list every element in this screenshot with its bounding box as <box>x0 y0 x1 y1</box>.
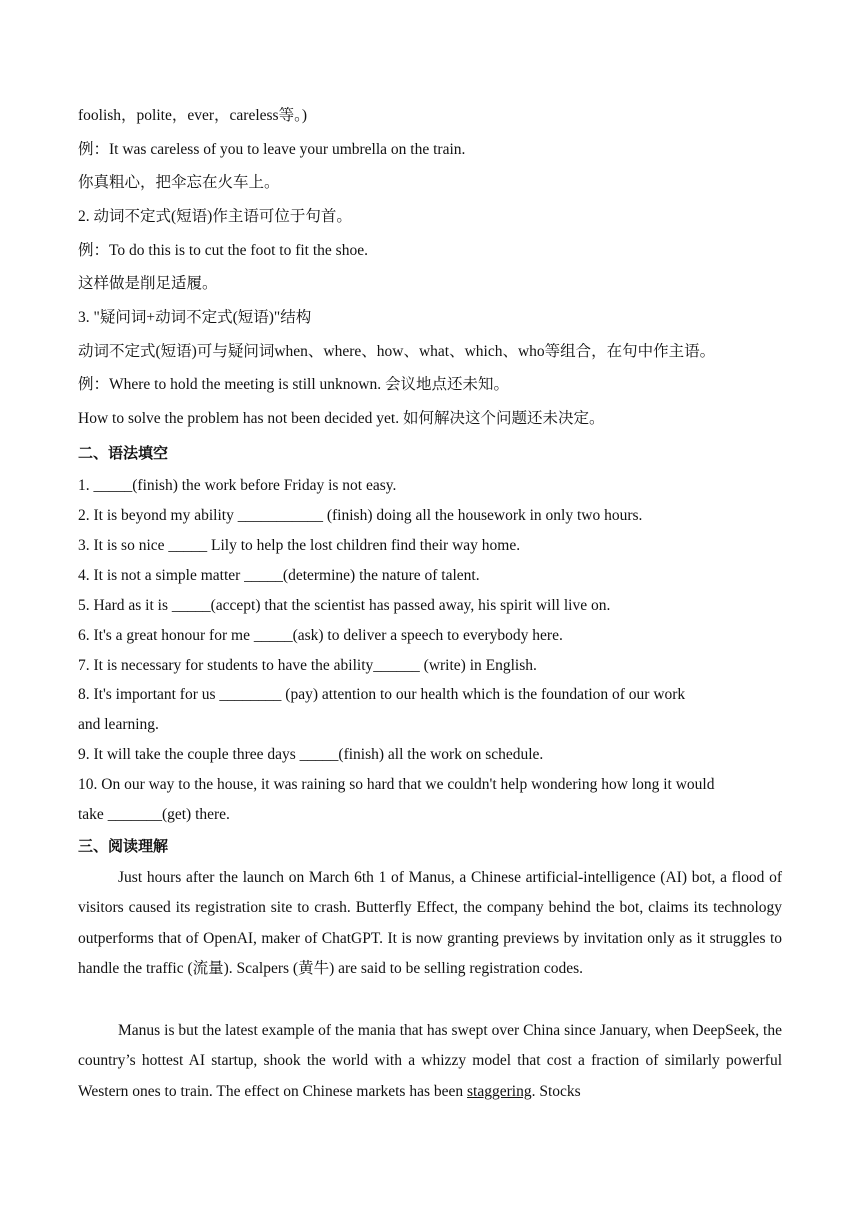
theory-line: How to solve the problem has not been decided yet. 如何解决这个问题还未决定。 <box>78 410 605 427</box>
theory-line: 3. "疑问词+动词不定式(短语)"结构 <box>78 309 312 326</box>
theory-line: 例：To do this is to cut the foot to fit the shoe. <box>78 242 368 259</box>
exercise-item-continuation: take _______(get) there. <box>78 806 230 823</box>
theory-line: 你真粗心，把伞忘在火车上。 <box>78 174 280 191</box>
exercise-item: 10. On our way to the house, it was raining so hard that we couldn't help wondering how long it would <box>78 776 715 793</box>
theory-line: 例：Where to hold the meeting is still unknown. 会议地点还未知。 <box>78 376 509 393</box>
underlined-word: staggering <box>467 1082 532 1100</box>
exercise-item: 6. It's a great honour for me _____(ask) to deliver a speech to everybody here. <box>78 627 563 644</box>
section-heading-grammar: 二、语法填空 <box>78 444 169 462</box>
exercise-item: 8. It's important for us ________ (pay) attention to our health which is the foundation of our work <box>78 686 686 703</box>
exercise-item: 7. It is necessary for students to have the ability______ (write) in English. <box>78 657 537 674</box>
exercise-item: 9. It will take the couple three days _____(finish) all the work on schedule. <box>78 746 544 763</box>
exercise-item-continuation: and learning. <box>78 716 159 733</box>
theory-line: 动词不定式(短语)可与疑问词when、where、how、what、which、who等组合，在句中作主语。 <box>78 343 716 360</box>
theory-line: 这样做是削足适履。 <box>78 275 218 292</box>
section-heading-reading: 三、阅读理解 <box>78 837 169 855</box>
theory-line: 2. 动词不定式(短语)作主语可位于句首。 <box>78 208 352 225</box>
reading-paragraph-2-tail: . Stocks <box>531 1082 581 1100</box>
exercise-item: 3. It is so nice _____ Lily to help the lost children find their way home. <box>78 537 521 554</box>
exercise-item: 1. _____(finish) the work before Friday is not easy. <box>78 477 397 494</box>
theory-line: 例：It was careless of you to leave your umbrella on the train. <box>78 141 466 158</box>
exercise-item: 2. It is beyond my ability ___________ (finish) doing all the housework in only two hours. <box>78 507 643 524</box>
theory-line: foolish，polite，ever，careless等。) <box>78 107 307 124</box>
reading-paragraph-1-text: Just hours after the launch on March 6th 1 of Manus, a Chinese artificial-intelligence (AI) bot, a flood of visitors caused its registration site to crash. Butterfly Effect, the company behind the bot, claims its technology outperforms that of OpenAI, maker of ChatGPT. It is now granting previews by invitation only as it struggles to handle the traffic (流量). Scalpers (黄牛) are said to be selling registration codes. <box>78 869 782 978</box>
reading-paragraph-1 <box>78 863 782 985</box>
exercise-item: 4. It is not a simple matter _____(determine) the nature of talent. <box>78 567 480 584</box>
reading-paragraph-2 <box>78 1016 782 1107</box>
reading-paragraph-2-text: Manus is but the latest example of the mania that has swept over China since January, when DeepSeek, the country’s hottest AI startup, shook the world with a whizzy model that cost a fraction of similarly powerful Western ones to train. The effect on Chinese markets has been <box>78 1022 782 1100</box>
exercise-item: 5. Hard as it is _____(accept) that the scientist has passed away, his spirit will live on. <box>78 597 611 614</box>
